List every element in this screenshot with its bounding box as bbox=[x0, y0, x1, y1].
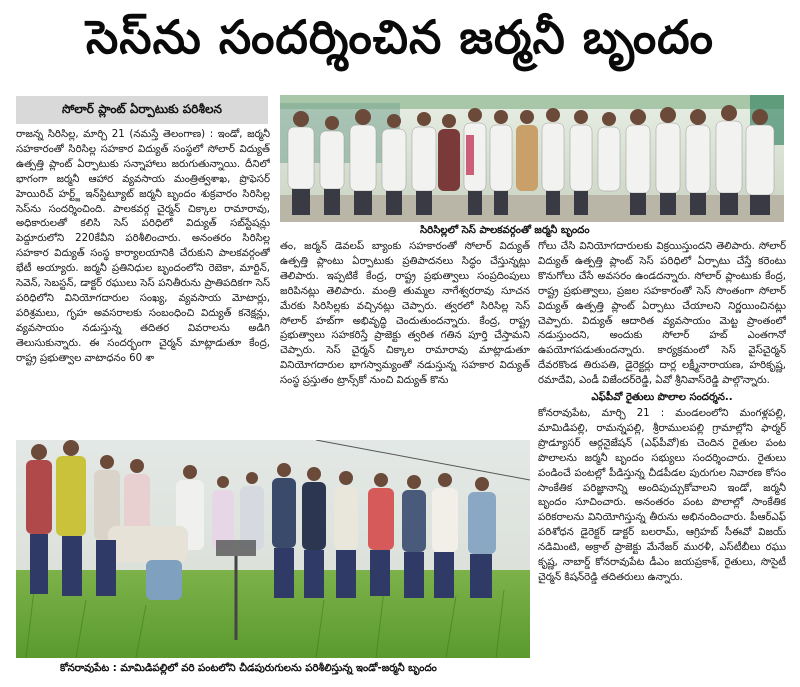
field-photo-graphic bbox=[16, 440, 530, 658]
photo-caption-top: సిరిసిల్లలో సెస్ పాలకవర్గంతో జర్మనీ బృందం bbox=[420, 225, 590, 236]
photo-caption-bottom: కోనరావుపేట : మామిడిపల్లిలో వరి పంటలోని చీడపురుగులను పరిశీలిస్తున్న ఇండో-జర్మనీ బృందం bbox=[60, 663, 437, 674]
article-column-2 bbox=[280, 240, 530, 436]
article-column-1 bbox=[16, 128, 270, 440]
column-4-text: కోనరావుపేట, మార్చి 21 : మండలంలోని మంగళ్లపల్లి, మామిడిపల్లి, రామన్నపల్లి, శ్రీరాములపల్లి గ్రామాల్లోని ఫార్మర్ ప్రొడ్యూసర్ ఆర్గనైజేషన్ (ఎఫ్‌పీవో)కు చెందిన రైతుల పంట పొలాలను జర్మనీ బృందం సభ్యులు సందర్శించారు. రైతులు పండించే పంటల్లో పీడిస్తున్న చీడపీడల పురుగుల నివారణ కోసం సాంకేతిక పరిజ్ఞానాన్ని అందిపుచ్చుకోవాలని ఇండో, జర్మనీ బృందం సూచించారు. అనంతరం పంట పొలాల్లో సాంకేతిక పరికరాలను వినియోగిస్తున్న తీరును అభినందించారు. పీఆర్‌ఎఫ్ పరిశోధన డైరెక్టర్ డాక్టర్ బలరామ్, ఆగ్రిహబ్ సీఈవో విజయ్ నడిమింటి, అక్రాల్ ప్రాజెక్టు మేనేజర్ మురళీ, ఎస్‌టీబీలు రఘు కృష్ణ, నాబార్డ్ కోనరావుపేట డీఎం జయప్రకాశ్, రైతులు, సొసైటీ చైర్మన్ కిషన్‌రెడ్డి తదితరులు ఉన్నారు. bbox=[538, 407, 786, 583]
subheadline: సోలార్ ప్లాంట్ ఏర్పాటుకు పరిశీలన bbox=[16, 96, 268, 124]
field-photo-bottom bbox=[16, 440, 530, 658]
section-subheading: ఎఫ్‌పీవో రైతులు పొలాల సందర్శన.. bbox=[591, 392, 733, 404]
column-3-text: గోలు చేసి వినియోగదారులకు విక్రయిస్తుందని తెలిపారు. సోలార్ విద్యుత్ ఉత్పత్తి ప్లాంట్ సెస్ పరిధిలో ఏర్పాటు చేస్తే కరెంటు కొనుగోలు చేసే అవసరం ఉండదన్నారు. సోలార్ ప్లాంటుకు కేంద్ర, రాష్ట్ర ప్రభుత్వాలు, ప్రజల సహకారంతో సెస్ సొంతంగా సోలార్ విద్యుత్ ఉత్పత్తి ప్లాంట్ ఏర్పాటు చేయాలని నిర్ణయించినట్లు చెప్పారు. విద్యుత్ ఆదారిత వ్యవసాయం మెట్ట ప్రాంతంలో నడుస్తుందని, అందుకు సోలార్ హబ్ ఎంతగానో ఉపయోగపడుతుందన్నారు. కార్యక్రమంలో సెస్ వైస్‌చైర్మన్ దేవరకొండ తిరుపతి, డైరెక్టర్లు దార్ల లక్ష్మీనారాయణ, హరికృష్ణ, రమాదేవి, ఎండీ విజేందర్‌రెడ్డి, ఏవో శ్రీనివాస్‌రెడ్డి పాల్గొన్నారు. bbox=[538, 241, 786, 387]
group-photo-top bbox=[280, 95, 784, 222]
column-1-text: రాజన్న సిరిసిల్ల, మార్చి 21 (నమస్తే తెలంగాణ) : ఇండో, జర్మనీ సహకారంతో సిరిసిల్ల సహకార విద్యుత్ సంస్థలో సోలార్ విద్యుత్ ఉత్పత్తి ప్లాంట్ ఏర్పాటుకు సన్నాహాలు జరుగుతున్నాయి. దీనిలో భాగంగా జర్మనీ ఆహార వ్యవసాయ మంత్రిత్వశాఖ, ప్రొఫెసర్ హెయిరిచ్ హర్ట్జ్ ఇన్‌స్టిట్యూట్ జర్మనీ బృందం శుక్రవారం సిరిసిల్ల సెస్‌ను సందర్శించింది. పాలకవర్గ చైర్మన్ చిక్కాల రామారావు, అధికారులతో కలిసి సెస్ పరిధిలో విద్యుత్ సబ్‌స్టేషన్లు పెద్దూరులోని 220కేవీని పరిశీలించారు. అనంతరం సిరిసిల్ల సహకార విద్యుత్ సంస్థ కార్యాలయానికి చేరుకుని పాలకవర్గంతో భేటీ అయ్యారు. జర్మనీ ప్రతినిధుల బృందంలోని రెబెకా, మార్టిన్, సెవెన్, సెబస్టన్, డాక్టర్ రఘులు సెస్ పనితీరును ప్రాతిపదికగా సెస్ పరిధిలోని వినియోగదారుల సంఖ్య, వ్యవసాయ మోటార్లు, పరిశ్రమలు, గృహ అవసరాలకు సంబంధించి విద్యుత్ కనెక్షన్లు, వ్యవసాయం నడుస్తున్న తదితర వివరాలను అడిగి తెలుసుకున్నారు. ఈ సందర్భంగా చైర్మన్ మాట్లాడుతూ కేంద్ర, రాష్ట్ర ప్రభుత్వాల వాటాధనం 60 శా bbox=[16, 129, 270, 364]
article-column-3 bbox=[538, 240, 786, 670]
headline: సెస్‌ను సందర్శించిన జర్మనీ బృందం bbox=[86, 10, 714, 64]
group-photo-graphic bbox=[280, 95, 784, 222]
column-2-text: తం, జర్మన్ డెవలప్ బ్యాంకు సహకారంతో సోలార్ విద్యుత్ ఉత్పత్తి ప్లాంటు ఏర్పాటుకు ప్రతిపాదనలు సిద్ధం చేస్తున్నట్లు తెలిపారు. ఇప్పటికే కేంద్ర, రాష్ట్ర ప్రభుత్వాలు సంప్రదింపులు జరిపినట్లు తెలిపారు. మంత్రి తుమ్మల నాగేశ్వరరావు సూచన మేరకు సిరిసిల్లకు వచ్చినట్లు చెప్పారు. త్వరలో సిరిసిల్ల సెస్ సోలార్ హబ్‌గా అభివృద్ధి చెందుతుందన్నారు. కేంద్ర, రాష్ట్ర ప్రభుత్వాలు సహకరిస్తే ప్రాజెక్టు త్వరిత గతిన పూర్తి చేస్తామని చెప్పారు. సెస్ చైర్మన్ చిక్కాల రామారావు మాట్లాడుతూ వినియోగదారుల భాగస్వామ్యంతో నడుస్తున్న సహకార విద్యుత్ సంస్థ ప్రస్తుతం ట్రాన్స్‌కో నుంచి విద్యుత్ కొను bbox=[280, 241, 530, 387]
